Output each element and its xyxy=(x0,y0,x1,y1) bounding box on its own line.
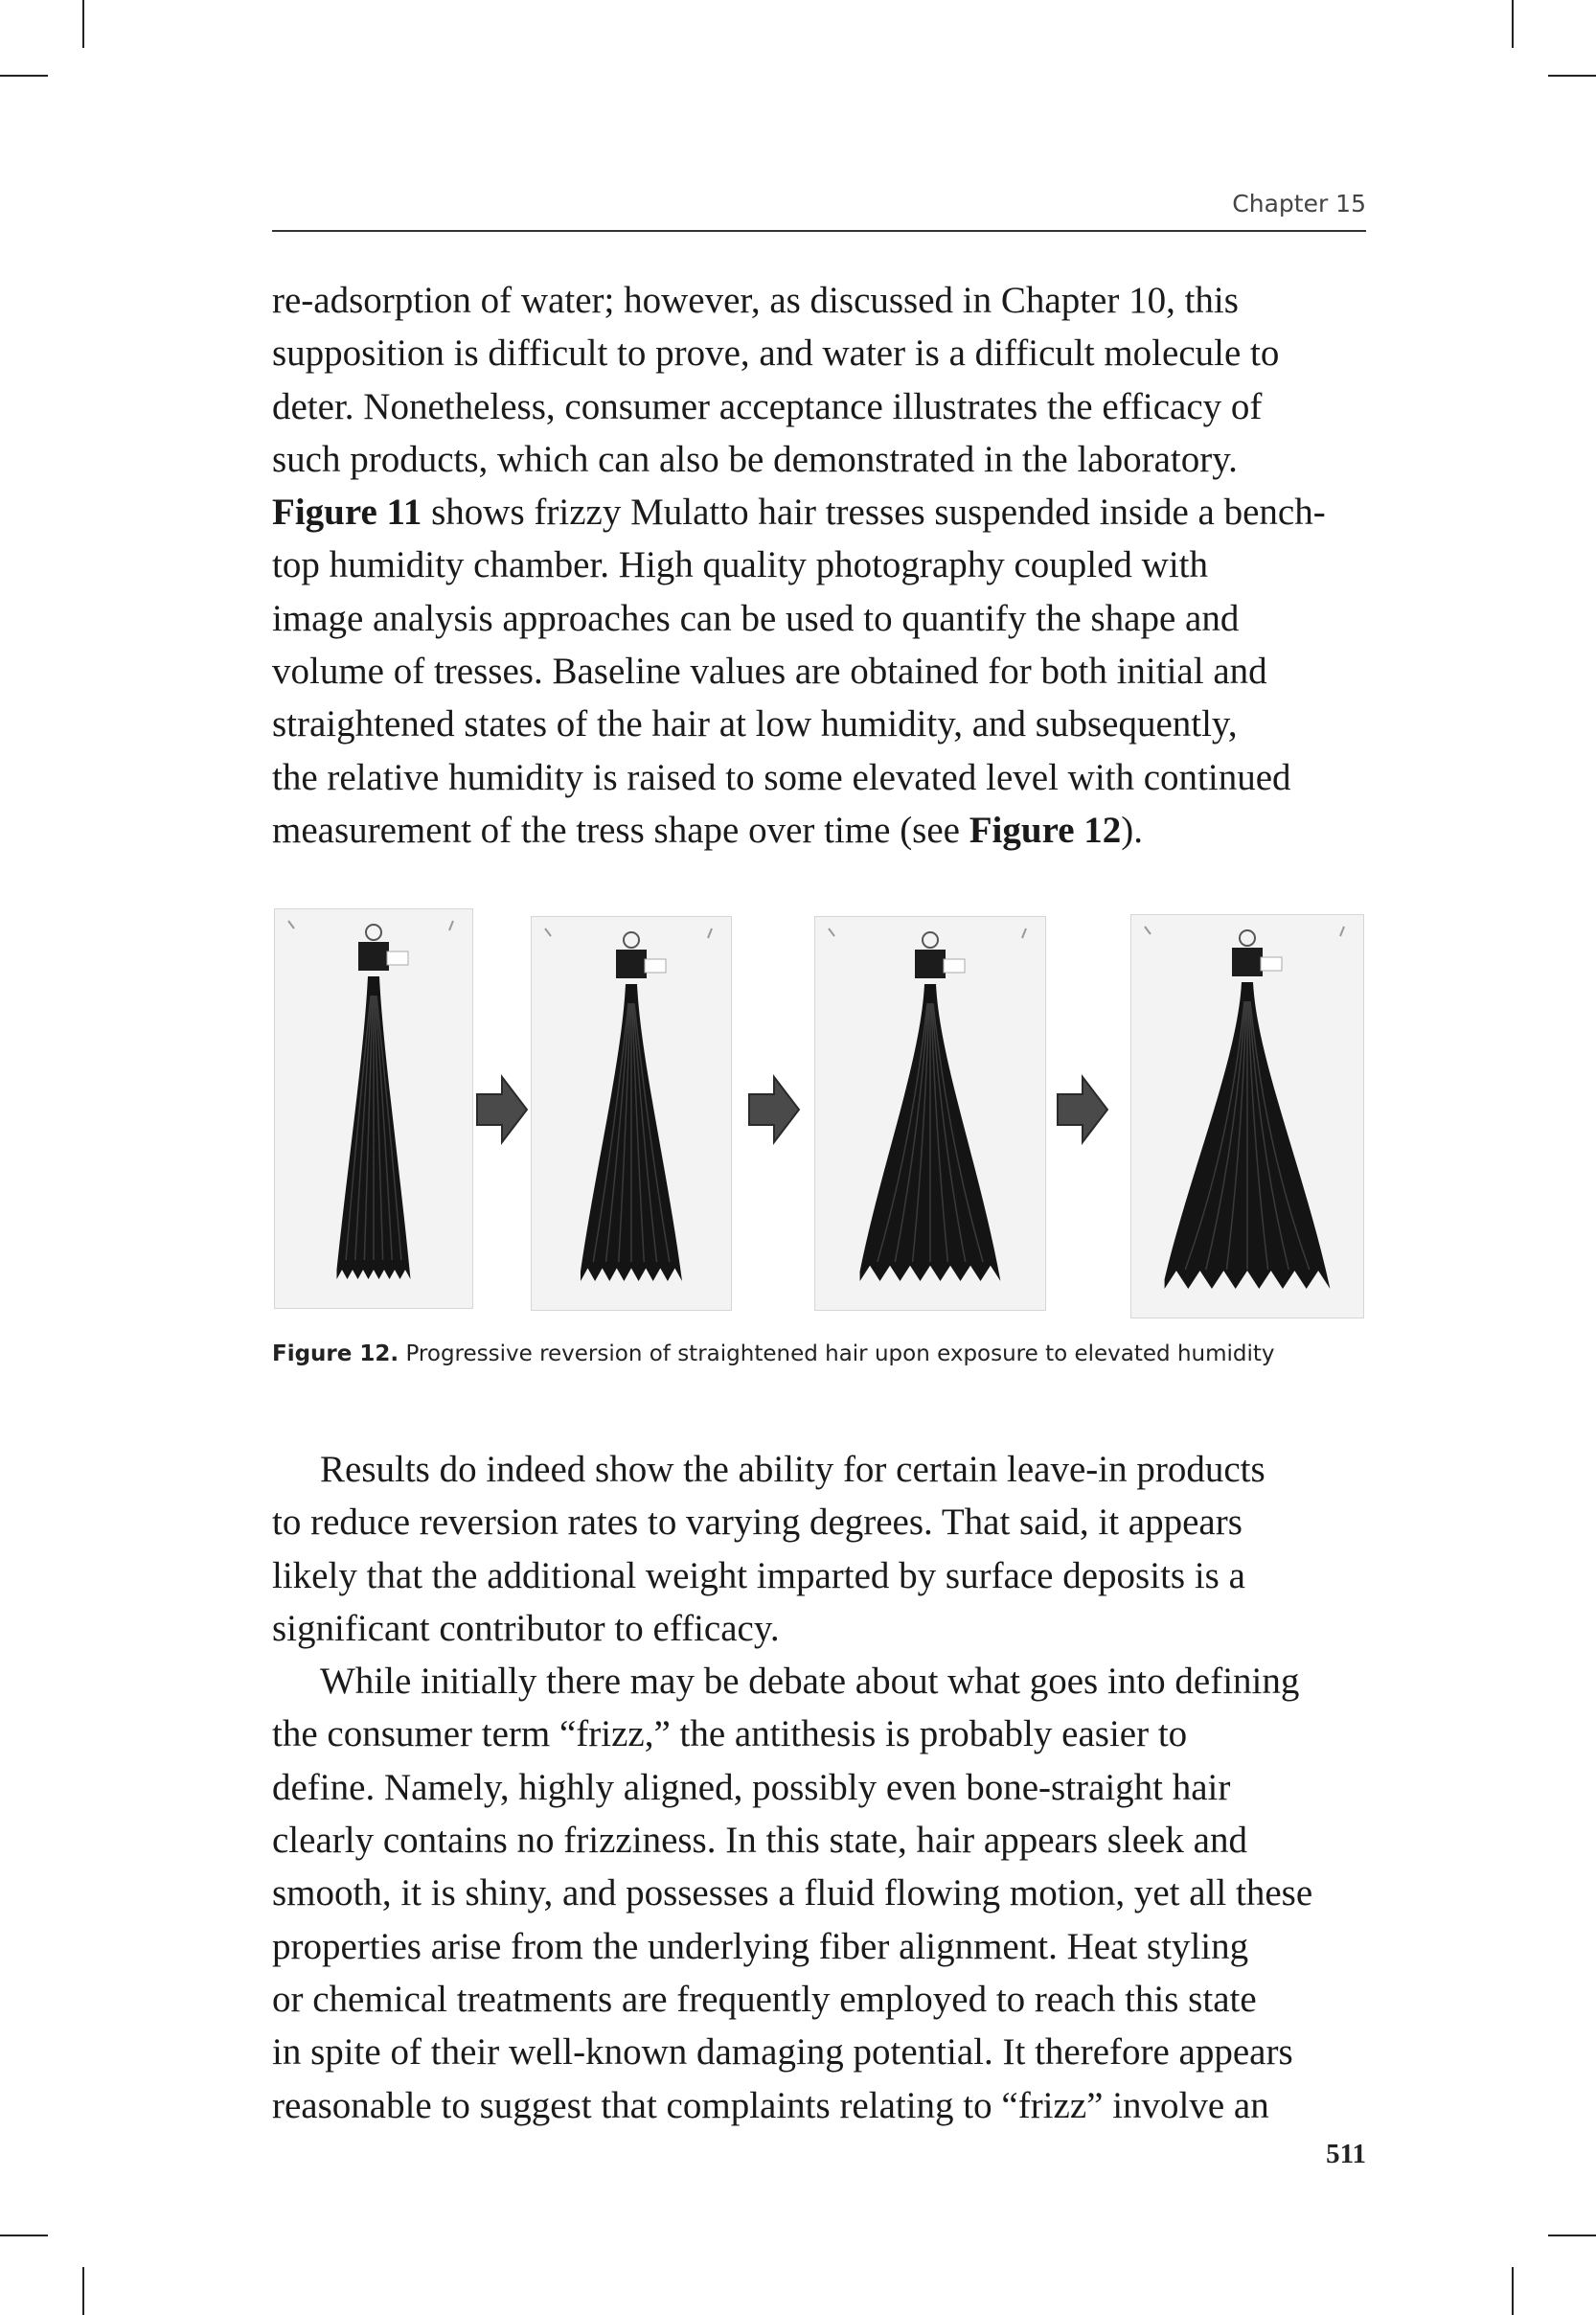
caption-label: Figure 12. xyxy=(272,1341,399,1366)
text-line xyxy=(272,1920,1366,1973)
text-line xyxy=(272,539,1366,591)
text-run: supposition is difficult to prove, and water is a difficult molecule to xyxy=(272,332,1280,375)
text-run: or chemical treatments are frequently employed to reach this state xyxy=(272,1978,1257,2020)
text-line xyxy=(272,1443,1366,1496)
text-run: smooth, it is shiny, and possesses a fluid flowing motion, yet all these xyxy=(272,1872,1313,1914)
text-run: the relative humidity is raised to some elevated level with continued xyxy=(272,756,1291,798)
crop-mark xyxy=(1512,0,1514,48)
text-line xyxy=(272,1814,1366,1867)
text-line xyxy=(272,1867,1366,1919)
text-run: deter. Nonetheless, consumer acceptance illustrates the efficacy of xyxy=(272,385,1263,427)
arrow-right-icon xyxy=(1054,1071,1111,1153)
text-line xyxy=(272,592,1366,645)
text-run: the consumer term “frizz,” the antithesis is probably easier to xyxy=(272,1713,1188,1755)
text-run: such products, which can also be demonstrated in the laboratory. xyxy=(272,438,1238,480)
text-line xyxy=(272,1602,1366,1655)
hair-tress-photo-4 xyxy=(1130,914,1364,1318)
text-line xyxy=(272,1973,1366,2026)
crop-mark xyxy=(1548,2235,1596,2236)
text-run: volume of tresses. Baseline values are obtained for both initial and xyxy=(272,651,1267,693)
text-line xyxy=(272,1655,1366,1708)
text-run: clearly contains no frizziness. In this state, hair appears sleek and xyxy=(272,1820,1247,1862)
figure-reference: Figure 12 xyxy=(969,809,1122,851)
arrow-right-icon xyxy=(745,1071,803,1153)
text-run: image analysis approaches can be used to quantify the shape and xyxy=(272,597,1240,639)
text-line xyxy=(272,1496,1366,1548)
text-line xyxy=(272,2079,1366,2132)
body-paragraph-2 xyxy=(272,1443,1366,2132)
figure-reference: Figure 11 xyxy=(272,492,422,534)
text-run: properties arise from the underlying fiber alignment. Heat styling xyxy=(272,1925,1249,1967)
figure-12 xyxy=(272,905,1366,1326)
crop-mark xyxy=(0,75,48,77)
chapter-label: Chapter 15 xyxy=(1232,190,1366,218)
text-run: define. Namely, highly aligned, possibly even bone-straight hair xyxy=(272,1766,1231,1808)
text-run: shows frizzy Mulatto hair tresses suspended inside a bench- xyxy=(422,492,1326,534)
crop-mark xyxy=(1512,2267,1514,2315)
text-run: reasonable to suggest that complaints relating to “frizz” involve an xyxy=(272,2084,1269,2126)
text-line xyxy=(272,433,1366,486)
text-run: to reduce reversion rates to varying degrees. That said, it appears xyxy=(272,1501,1243,1544)
text-line xyxy=(272,1761,1366,1814)
text-line xyxy=(272,804,1366,857)
crop-mark xyxy=(82,0,84,48)
hair-tress-photo-3 xyxy=(814,916,1046,1311)
crop-mark xyxy=(82,2267,84,2315)
crop-mark xyxy=(0,2235,48,2236)
text-line xyxy=(272,2026,1366,2078)
hair-tress-photo-2 xyxy=(531,916,732,1311)
text-line xyxy=(272,698,1366,750)
caption-text: Progressive reversion of straightened hair upon exposure to elevated humidity xyxy=(399,1341,1275,1366)
text-line xyxy=(272,1708,1366,1760)
text-line xyxy=(272,274,1366,327)
text-run: ). xyxy=(1121,809,1143,851)
crop-mark xyxy=(1548,75,1596,77)
page-number: 511 xyxy=(1326,2139,1366,2169)
text-run: likely that the additional weight imparted by surface deposits is a xyxy=(272,1554,1245,1596)
body-paragraph-1 xyxy=(272,274,1366,857)
text-run: measurement of the tress shape over time (see xyxy=(272,809,969,851)
text-line xyxy=(272,751,1366,804)
text-run: top humidity chamber. High quality photography coupled with xyxy=(272,544,1209,586)
arrow-right-icon xyxy=(473,1071,531,1153)
text-line xyxy=(272,327,1366,379)
text-run: straightened states of the hair at low humidity, and subsequently, xyxy=(272,703,1238,745)
text-run: Results do indeed show the ability for certain leave-in products xyxy=(320,1449,1265,1490)
running-header xyxy=(272,186,1366,232)
text-line xyxy=(272,380,1366,433)
text-run: re-adsorption of water; however, as discussed in Chapter 10, this xyxy=(272,280,1239,321)
text-line xyxy=(272,645,1366,698)
text-run: in spite of their well-known damaging potential. It therefore appears xyxy=(272,2031,1293,2074)
text-run: significant contributor to efficacy. xyxy=(272,1607,780,1649)
figure-caption xyxy=(272,1341,1366,1366)
hair-tress-photo-1 xyxy=(274,908,473,1309)
text-line xyxy=(272,486,1366,539)
text-line xyxy=(272,1549,1366,1602)
text-run: While initially there may be debate about what goes into defining xyxy=(320,1661,1300,1703)
